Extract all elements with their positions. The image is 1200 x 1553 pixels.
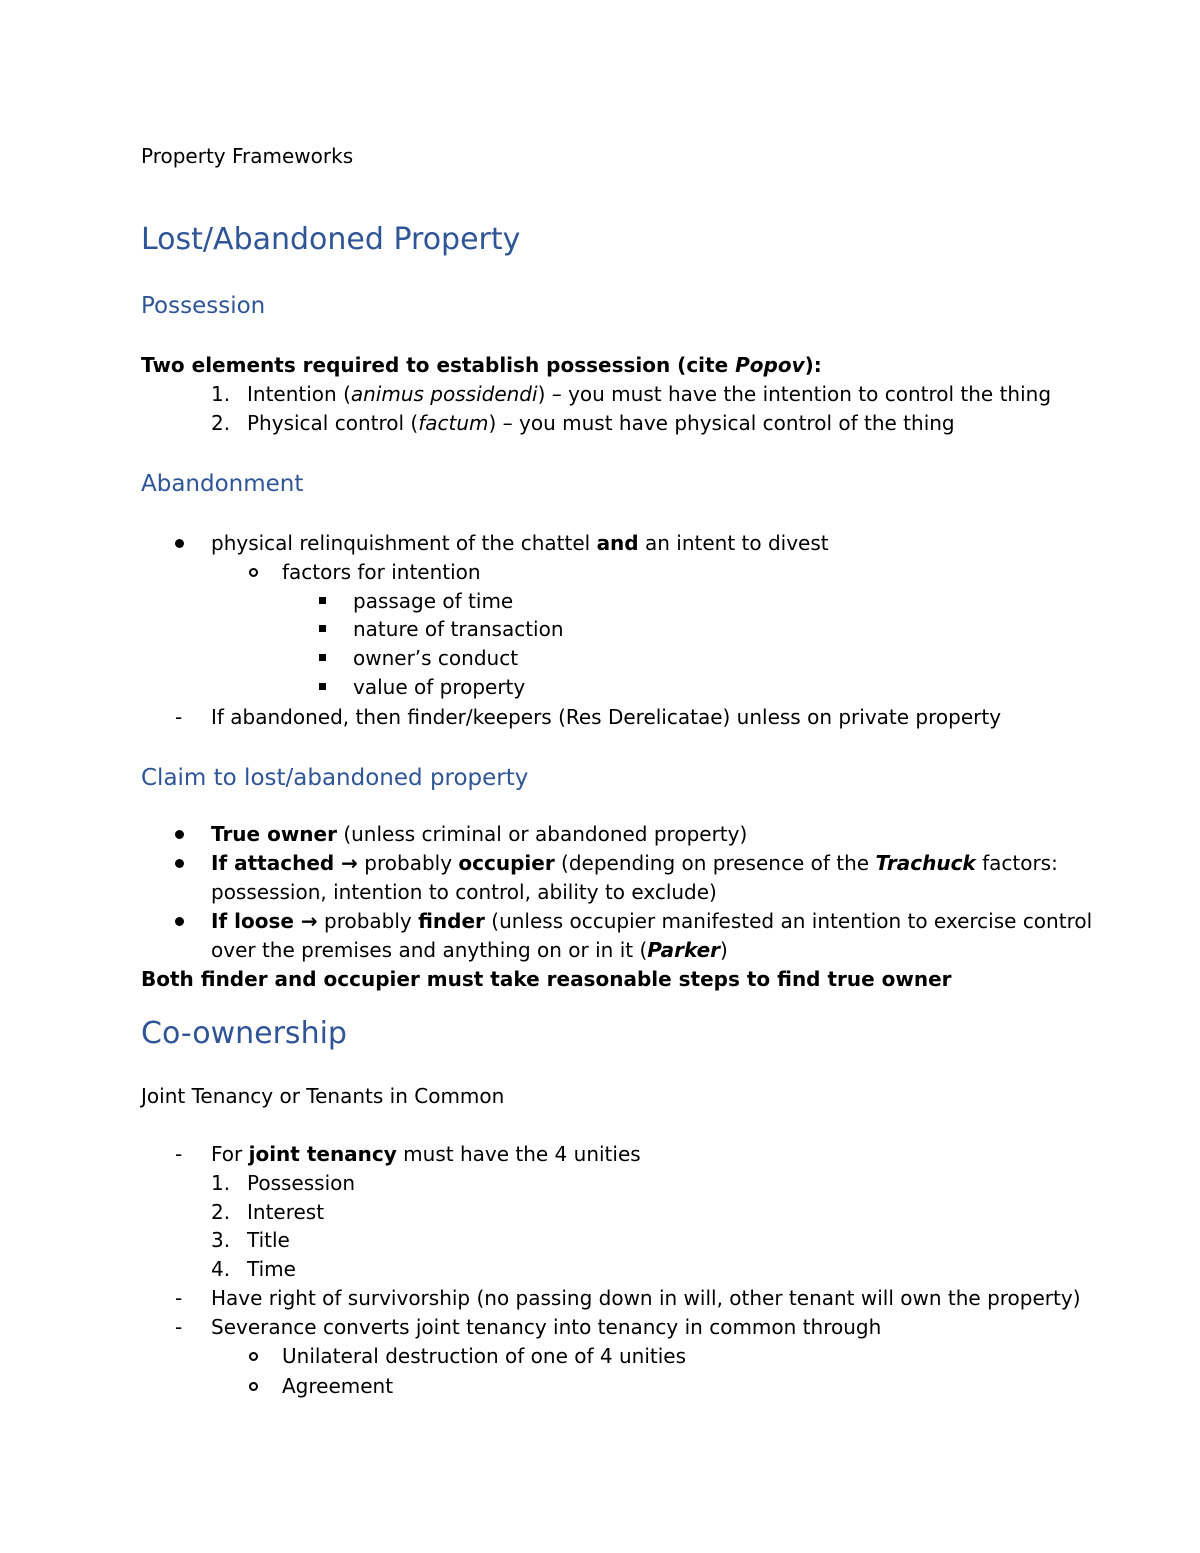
bullet-icon [175,917,184,926]
square-bullet-icon [319,597,326,604]
list-item-unity: Title [247,1228,290,1252]
list-number: 2. [211,1200,231,1224]
heading-abandonment: Abandonment [141,471,304,497]
list-item-factor: passage of time [353,589,514,613]
heading-possession: Possession [141,293,266,319]
list-item-physical-control: Physical control (factum) – you must have physical control of the thing [247,411,955,435]
heading-co-ownership: Co-ownership [141,1016,347,1051]
list-item-if-attached: If attached → probably occupier (depending on presence of the Trachuck factors: [211,851,1058,875]
dash-icon: - [175,1286,183,1310]
square-bullet-icon [319,683,326,690]
list-item-severance: Severance converts joint tenancy into tenancy in common through [211,1315,882,1339]
bold-note: Both finder and occupier must take reasonable steps to find true owner [141,967,952,991]
co-ownership-intro: Joint Tenancy or Tenants in Common [141,1084,505,1108]
dash-icon: - [175,705,183,729]
list-item-continuation: over the premises and anything on or in it (Parker) [211,938,728,962]
document-title: Property Frameworks [141,144,354,168]
heading-claim: Claim to lost/abandoned property [141,765,529,791]
square-bullet-icon [319,654,326,661]
bullet-icon [175,859,184,868]
list-item-if-abandoned: If abandoned, then finder/keepers (Res Derelicatae) unless on private property [211,705,1002,729]
list-item-unity: Interest [247,1200,325,1224]
list-number: 4. [211,1257,231,1281]
list-item-survivorship: Have right of survivorship (no passing down in will, other tenant will own the property) [211,1286,1081,1310]
circle-bullet-icon [249,1382,258,1391]
list-item-intention: Intention (animus possidendi) – you must have the intention to control the thing [247,382,1052,406]
list-item-factors: factors for intention [282,560,481,584]
list-item-agreement: Agreement [282,1374,394,1398]
circle-bullet-icon [249,568,258,577]
list-item-factor: owner’s conduct [353,646,519,670]
list-item-factor: nature of transaction [353,617,564,641]
list-item-unity: Possession [247,1171,356,1195]
bullet-icon [175,539,184,548]
circle-bullet-icon [249,1352,258,1361]
list-number: 1. [211,382,231,406]
list-item-continuation: possession, intention to control, ability to exclude) [211,880,717,904]
possession-intro: Two elements required to establish possession (cite Popov): [141,353,822,377]
heading-lost-abandoned-property: Lost/Abandoned Property [141,222,521,257]
list-item-factor: value of property [353,675,526,699]
list-number: 1. [211,1171,231,1195]
list-number: 3. [211,1228,231,1252]
list-item-if-loose: If loose → probably finder (unless occupier manifested an intention to exercise control [211,909,1093,933]
list-item-unity: Time [247,1257,296,1281]
list-item-relinquishment: physical relinquishment of the chattel and an intent to divest [211,531,829,555]
dash-icon: - [175,1142,183,1166]
bullet-icon [175,830,184,839]
list-item-unilateral: Unilateral destruction of one of 4 unities [282,1344,687,1368]
list-item-true-owner: True owner (unless criminal or abandoned property) [211,822,748,846]
dash-icon: - [175,1315,183,1339]
list-item-joint-tenancy: For joint tenancy must have the 4 unities [211,1142,641,1166]
list-number: 2. [211,411,231,435]
square-bullet-icon [319,625,326,632]
